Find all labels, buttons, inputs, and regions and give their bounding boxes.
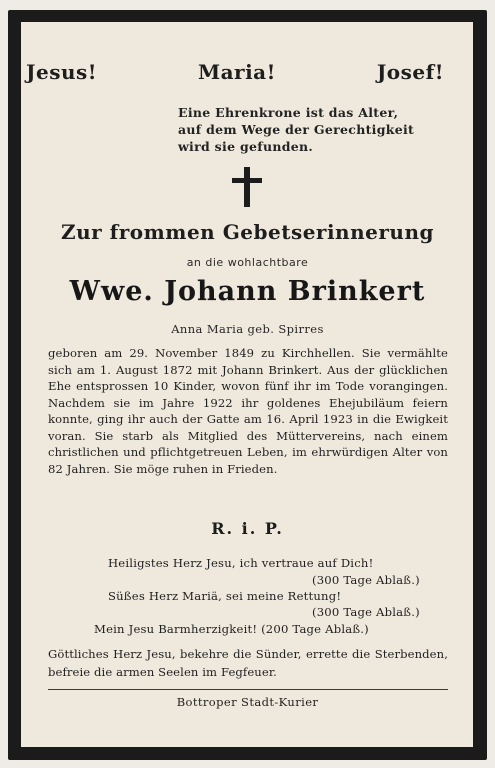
motto <box>178 104 448 155</box>
prayer-indulgence: (300 Tage Ablaß.) <box>312 605 420 619</box>
prayer-indulgence: (300 Tage Ablaß.) <box>312 573 420 587</box>
closing-prayer: Göttliches Herz Jesu, bekehre die Sünder, errette die Sterbenden, befreie die armen Seelen im Fegfeuer. <box>48 647 448 679</box>
prayer-line: Süßes Herz Mariä, sei meine Rettung! <box>108 589 342 603</box>
memorial-heading: Zur frommen Gebetserinnerung <box>61 220 434 244</box>
printer-imprint: Bottroper Stadt-Kurier <box>176 695 319 709</box>
prayer-line: Mein Jesu Barmherzigkeit! (200 Tage Ablaß.) <box>94 622 369 636</box>
invocation-maria: Maria! <box>197 60 276 84</box>
invocation-josef: Josef! <box>376 60 444 84</box>
cross-icon <box>232 167 262 207</box>
deceased-name: Wwe. Johann Brinkert <box>69 276 426 307</box>
motto-line: Eine Ehrenkrone ist das Alter, <box>178 105 399 120</box>
cross-vertical <box>244 167 250 207</box>
invocation-jesus: Jesus! <box>26 60 98 84</box>
motto-line: auf dem Wege der Gerechtigkeit <box>178 122 415 137</box>
cross-horizontal <box>232 178 262 183</box>
motto-line: wird sie gefunden. <box>178 139 314 154</box>
rip-text: R. i. P. <box>211 519 284 538</box>
memorial-subheading: an die wohlachtbare <box>186 256 309 269</box>
invocation-row <box>26 60 444 84</box>
biography: geboren am 29. November 1849 zu Kirchhellen. Sie vermählte sich am 1. August 1872 mit Johann Brinkert. Aus der glücklichen Ehe entsprossen 10 Kinder, wovon fünf ihr im Tode vorangingen. Nachdem sie im Jahre 1922 ihr goldenes Ehejubiläum feiern konnte, ging ihr auch der Gatte am 16. April 1923 in die Ewigkeit voran. Sie starb als Mitglied des Müttervereins, nach einem christlichen und pflichtgetreuen Leben, im ehrwürdigen Alter von 82 Jahren. Sie möge ruhen in Frieden. <box>48 346 448 476</box>
divider <box>48 689 448 690</box>
prayer-line: Heiligstes Herz Jesu, ich vertraue auf Dich! <box>108 556 374 570</box>
birth-name: Anna Maria geb. Spirres <box>171 322 324 336</box>
